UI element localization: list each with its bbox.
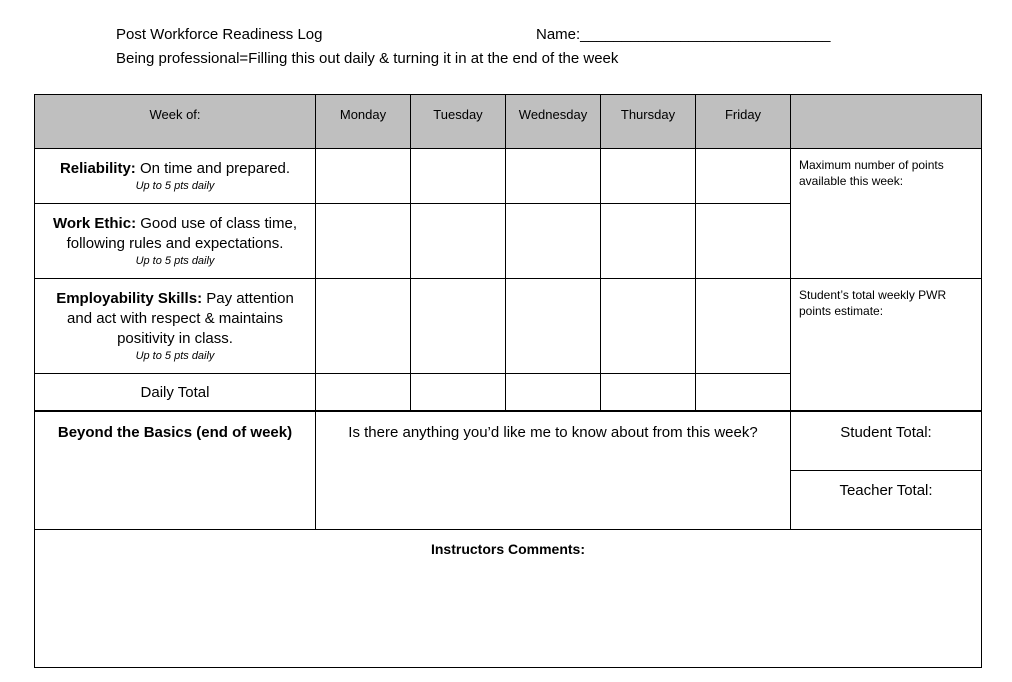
reliability-friday-cell[interactable] bbox=[696, 149, 790, 203]
beyond-basics-question: Is there anything you’d like me to know about from this week? bbox=[348, 424, 758, 441]
reliability-monday-cell[interactable] bbox=[316, 149, 410, 203]
day-header-thursday: Thursday bbox=[620, 106, 676, 122]
criterion-name: Work Ethic: bbox=[53, 215, 137, 232]
beyond-basics-answer-area[interactable] bbox=[316, 450, 790, 528]
criterion-description: On time and prepared. bbox=[135, 160, 291, 177]
daily-total-tuesday-cell[interactable] bbox=[411, 374, 505, 410]
week-of-label[interactable]: Week of: bbox=[149, 106, 201, 122]
employability-monday-cell[interactable] bbox=[316, 279, 410, 373]
day-header-tuesday: Tuesday bbox=[433, 106, 483, 122]
employability-friday-cell[interactable] bbox=[696, 279, 790, 373]
day-header-monday: Monday bbox=[339, 106, 387, 122]
criterion-description: Pay attention and act with respect & maintains positivity in class. bbox=[67, 290, 294, 347]
daily-total-wednesday-cell[interactable] bbox=[506, 374, 600, 410]
reliability-thursday-cell[interactable] bbox=[601, 149, 695, 203]
criterion-name: Employability Skills: bbox=[56, 290, 203, 307]
work-ethic-wednesday-cell[interactable] bbox=[506, 204, 600, 278]
criterion-work-ethic bbox=[45, 206, 305, 286]
form-title: Post Workforce Readiness Log bbox=[116, 26, 323, 43]
criterion-name: Reliability: bbox=[59, 160, 136, 177]
criterion-points: Up to 5 pts daily bbox=[135, 180, 215, 192]
daily-total-monday-cell[interactable] bbox=[316, 374, 410, 410]
student-estimate-field[interactable]: Student’s total weekly PWR points estimate: bbox=[799, 288, 947, 318]
table-border-bottom bbox=[34, 667, 982, 668]
instructors-comments-label: Instructors Comments: bbox=[430, 541, 586, 557]
employability-wednesday-cell[interactable] bbox=[506, 279, 600, 373]
criterion-reliability bbox=[35, 151, 315, 211]
form-subtitle: Being professional=Filling this out daily & turning it in at the end of the week bbox=[116, 50, 619, 67]
work-ethic-thursday-cell[interactable] bbox=[601, 204, 695, 278]
student-total-field[interactable]: Student Total: bbox=[840, 424, 932, 441]
work-ethic-tuesday-cell[interactable] bbox=[411, 204, 505, 278]
divider-h5 bbox=[34, 410, 982, 412]
daily-total-friday-cell[interactable] bbox=[696, 374, 790, 410]
day-header-friday: Friday bbox=[724, 106, 762, 122]
employability-tuesday-cell[interactable] bbox=[411, 279, 505, 373]
instructors-comments-area[interactable] bbox=[35, 564, 981, 666]
daily-total-thursday-cell[interactable] bbox=[601, 374, 695, 410]
name-field[interactable]: Name:______________________________ bbox=[536, 26, 831, 43]
divider-h7 bbox=[34, 529, 982, 530]
divider-h6 bbox=[790, 470, 982, 471]
day-header-wednesday: Wednesday bbox=[518, 106, 588, 122]
reliability-wednesday-cell[interactable] bbox=[506, 149, 600, 203]
criterion-employability-skills bbox=[50, 281, 300, 381]
daily-total-label: Daily Total bbox=[140, 383, 210, 401]
work-ethic-friday-cell[interactable] bbox=[696, 204, 790, 278]
criterion-points: Up to 5 pts daily bbox=[135, 255, 215, 267]
max-points-field[interactable]: Maximum number of points available this week: bbox=[799, 158, 944, 188]
criterion-description: Good use of class time, following rules and expectations. bbox=[66, 215, 297, 252]
table-border-right bbox=[981, 94, 982, 668]
criterion-points: Up to 5 pts daily bbox=[135, 350, 215, 362]
employability-thursday-cell[interactable] bbox=[601, 279, 695, 373]
beyond-basics-label: Beyond the Basics (end of week) bbox=[57, 424, 293, 441]
teacher-total-field[interactable]: Teacher Total: bbox=[839, 482, 933, 499]
reliability-tuesday-cell[interactable] bbox=[411, 149, 505, 203]
work-ethic-monday-cell[interactable] bbox=[316, 204, 410, 278]
